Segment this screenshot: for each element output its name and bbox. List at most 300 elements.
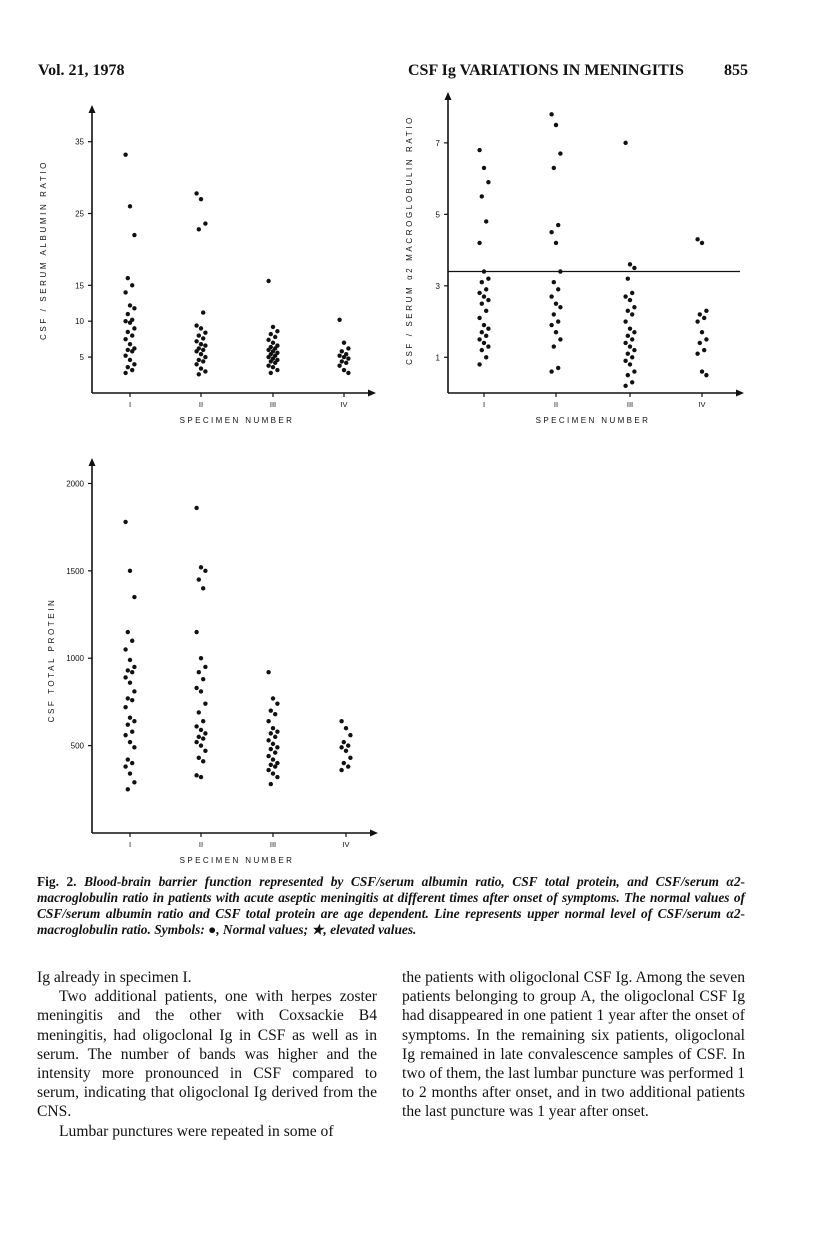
y-tick-label: 2000 bbox=[66, 479, 84, 489]
data-point bbox=[700, 369, 704, 373]
data-point bbox=[128, 715, 132, 719]
data-point bbox=[123, 337, 127, 341]
data-point bbox=[130, 698, 134, 702]
data-point bbox=[486, 326, 490, 330]
data-point bbox=[128, 681, 132, 685]
data-point bbox=[704, 337, 708, 341]
data-point bbox=[340, 359, 344, 363]
data-point bbox=[123, 705, 127, 709]
data-point bbox=[632, 348, 636, 352]
data-point bbox=[197, 670, 201, 674]
data-point bbox=[194, 349, 198, 353]
x-tick-label: I bbox=[128, 400, 132, 409]
data-point bbox=[271, 341, 275, 345]
data-point bbox=[132, 689, 136, 693]
data-point bbox=[130, 761, 134, 765]
data-point bbox=[201, 348, 205, 352]
data-point bbox=[132, 306, 136, 310]
data-point bbox=[128, 569, 132, 573]
data-point bbox=[203, 369, 207, 373]
data-point bbox=[342, 341, 346, 345]
data-point bbox=[273, 750, 277, 754]
data-point bbox=[266, 348, 270, 352]
data-point bbox=[128, 658, 132, 662]
data-point bbox=[130, 283, 134, 287]
data-point bbox=[342, 740, 346, 744]
chart-albumin bbox=[39, 105, 376, 425]
data-point bbox=[346, 764, 350, 768]
data-point bbox=[203, 569, 207, 573]
data-point bbox=[203, 749, 207, 753]
data-point bbox=[201, 310, 205, 314]
data-point bbox=[556, 287, 560, 291]
data-point bbox=[346, 356, 350, 360]
data-point bbox=[698, 312, 702, 316]
data-point bbox=[695, 319, 699, 323]
data-point bbox=[342, 355, 346, 359]
data-point bbox=[552, 280, 556, 284]
data-point bbox=[549, 323, 553, 327]
y-tick-label: 7 bbox=[435, 138, 440, 148]
data-point bbox=[203, 330, 207, 334]
data-point bbox=[554, 241, 558, 245]
data-point bbox=[126, 696, 130, 700]
data-point bbox=[269, 332, 273, 336]
data-point bbox=[558, 337, 562, 341]
data-point bbox=[628, 362, 632, 366]
data-point bbox=[275, 729, 279, 733]
data-point bbox=[132, 362, 136, 366]
data-point bbox=[632, 369, 636, 373]
data-point bbox=[623, 319, 627, 323]
data-point bbox=[199, 565, 203, 569]
data-point bbox=[484, 334, 488, 338]
data-point bbox=[486, 276, 490, 280]
data-point bbox=[126, 365, 130, 369]
paragraph: Ig already in specimen I. bbox=[37, 969, 192, 986]
paragraph: Lumbar punctures were repeated in some of bbox=[59, 1122, 334, 1140]
data-point bbox=[484, 219, 488, 223]
data-point bbox=[271, 325, 275, 329]
x-axis-label: SPECIMEN NUMBER bbox=[535, 416, 651, 425]
data-point bbox=[266, 279, 270, 283]
y-tick-label: 3 bbox=[435, 281, 440, 291]
data-point bbox=[132, 745, 136, 749]
data-point bbox=[480, 348, 484, 352]
data-point bbox=[197, 756, 201, 760]
y-tick-label: 500 bbox=[70, 741, 84, 751]
data-point bbox=[348, 733, 352, 737]
data-point bbox=[556, 319, 560, 323]
data-point bbox=[126, 276, 130, 280]
data-point bbox=[130, 349, 134, 353]
paragraph: Two additional patients, one with herpes zoster meningitis and the other with Coxsackie B4 meningitis, had oligoclonal Ig in CSF as well as in serum. The number of bands was higher and the intensity more pronounced in CSF compared to serum, indicating that oligoclonal Ig derived from the CNS. bbox=[37, 988, 377, 1121]
data-point bbox=[626, 373, 630, 377]
data-point bbox=[266, 338, 270, 342]
y-axis-label: CSF / SERUM α2 MACROGLOBULIN RATIO bbox=[405, 115, 414, 365]
running-header-volume: Vol. 21, 1978 bbox=[38, 62, 125, 79]
data-point bbox=[549, 294, 553, 298]
data-point bbox=[704, 309, 708, 313]
data-point bbox=[197, 372, 201, 376]
data-point bbox=[626, 309, 630, 313]
x-axis-label: SPECIMEN NUMBER bbox=[179, 856, 295, 865]
data-point bbox=[130, 639, 134, 643]
data-point bbox=[702, 316, 706, 320]
data-point bbox=[199, 728, 203, 732]
data-point bbox=[269, 731, 273, 735]
data-point bbox=[199, 326, 203, 330]
data-point bbox=[197, 735, 201, 739]
data-point bbox=[480, 194, 484, 198]
data-point bbox=[197, 358, 201, 362]
data-point bbox=[273, 735, 277, 739]
data-point bbox=[695, 351, 699, 355]
chart-total_protein bbox=[47, 458, 378, 865]
data-point bbox=[194, 506, 198, 510]
data-point bbox=[128, 204, 132, 208]
data-point bbox=[549, 369, 553, 373]
data-point bbox=[123, 152, 127, 156]
data-point bbox=[271, 757, 275, 761]
data-point bbox=[275, 745, 279, 749]
data-point bbox=[346, 743, 350, 747]
data-point bbox=[269, 359, 273, 363]
data-point bbox=[480, 330, 484, 334]
data-point bbox=[549, 112, 553, 116]
data-point bbox=[623, 141, 627, 145]
data-point bbox=[344, 726, 348, 730]
data-point bbox=[628, 344, 632, 348]
data-point bbox=[552, 312, 556, 316]
data-point bbox=[484, 309, 488, 313]
data-point bbox=[126, 757, 130, 761]
data-point bbox=[269, 371, 273, 375]
data-point bbox=[130, 729, 134, 733]
data-point bbox=[702, 348, 706, 352]
data-point bbox=[623, 384, 627, 388]
y-tick-label: 5 bbox=[435, 210, 440, 220]
x-tick-label: IV bbox=[342, 840, 350, 849]
data-point bbox=[194, 724, 198, 728]
data-point bbox=[632, 266, 636, 270]
data-point bbox=[477, 362, 481, 366]
data-point bbox=[123, 319, 127, 323]
data-point bbox=[132, 719, 136, 723]
data-point bbox=[339, 768, 343, 772]
data-point bbox=[552, 344, 556, 348]
data-point bbox=[700, 241, 704, 245]
data-point bbox=[630, 291, 634, 295]
data-point bbox=[194, 323, 198, 327]
data-point bbox=[695, 237, 699, 241]
data-point bbox=[130, 670, 134, 674]
data-point bbox=[554, 330, 558, 334]
data-point bbox=[132, 665, 136, 669]
data-point bbox=[628, 262, 632, 266]
data-point bbox=[199, 342, 203, 346]
x-tick-label: III bbox=[269, 400, 277, 409]
data-point bbox=[194, 339, 198, 343]
y-tick-label: 1 bbox=[435, 353, 440, 363]
data-point bbox=[628, 298, 632, 302]
data-point bbox=[126, 722, 130, 726]
running-header-title: CSF Ig VARIATIONS IN MENINGITIS bbox=[408, 62, 684, 79]
data-point bbox=[266, 738, 270, 742]
data-point bbox=[128, 303, 132, 307]
data-point bbox=[271, 742, 275, 746]
data-point bbox=[266, 670, 270, 674]
data-point bbox=[123, 764, 127, 768]
data-point bbox=[346, 346, 350, 350]
data-point bbox=[623, 359, 627, 363]
data-point bbox=[630, 312, 634, 316]
data-point bbox=[128, 740, 132, 744]
y-tick-label: 10 bbox=[75, 317, 84, 327]
data-point bbox=[126, 348, 130, 352]
x-tick-label: II bbox=[198, 400, 204, 409]
data-point bbox=[271, 726, 275, 730]
data-point bbox=[266, 355, 270, 359]
data-point bbox=[554, 123, 558, 127]
data-point bbox=[201, 677, 205, 681]
data-point bbox=[203, 731, 207, 735]
x-axis-arrow bbox=[736, 390, 744, 397]
data-point bbox=[337, 364, 341, 368]
data-point bbox=[558, 151, 562, 155]
data-point bbox=[126, 330, 130, 334]
data-point bbox=[201, 586, 205, 590]
data-point bbox=[128, 342, 132, 346]
data-point bbox=[269, 763, 273, 767]
data-point bbox=[626, 334, 630, 338]
x-axis-label: SPECIMEN NUMBER bbox=[179, 416, 295, 425]
data-point bbox=[201, 719, 205, 723]
data-point bbox=[266, 364, 270, 368]
data-point bbox=[123, 675, 127, 679]
data-point bbox=[126, 668, 130, 672]
body-column-right bbox=[402, 968, 745, 1122]
data-point bbox=[199, 352, 203, 356]
data-point bbox=[132, 233, 136, 237]
data-point bbox=[197, 333, 201, 337]
data-point bbox=[486, 344, 490, 348]
data-point bbox=[199, 743, 203, 747]
data-point bbox=[337, 318, 341, 322]
x-axis-arrow bbox=[368, 390, 376, 397]
data-point bbox=[194, 686, 198, 690]
data-point bbox=[632, 330, 636, 334]
y-tick-label: 1000 bbox=[66, 654, 84, 664]
data-point bbox=[275, 329, 279, 333]
data-point bbox=[275, 701, 279, 705]
data-point bbox=[700, 330, 704, 334]
data-point bbox=[549, 230, 553, 234]
data-point bbox=[630, 337, 634, 341]
page-number: 855 bbox=[724, 62, 748, 79]
data-point bbox=[194, 740, 198, 744]
data-point bbox=[626, 351, 630, 355]
data-point bbox=[558, 269, 562, 273]
data-point bbox=[201, 336, 205, 340]
x-tick-label: II bbox=[198, 840, 204, 849]
data-point bbox=[203, 665, 207, 669]
data-point bbox=[482, 341, 486, 345]
data-point bbox=[197, 577, 201, 581]
data-point bbox=[477, 148, 481, 152]
y-tick-label: 1500 bbox=[66, 566, 84, 576]
data-point bbox=[271, 365, 275, 369]
data-point bbox=[132, 595, 136, 599]
chart-macroglobulin bbox=[405, 92, 744, 425]
paragraph: the patients with oligoclonal CSF Ig. Among the seven patients belonging to group A, the oligoclonal CSF Ig had disappeared in one patient 1 year after the onset of symptoms. In the remaining six patients, oligoclonal Ig remained in late convalescence samples of CSF. In two of them, the last lumbar puncture was performed 1 to 2 months after onset, and in two additional patients the last puncture was 1 year after onset. bbox=[402, 969, 745, 1121]
y-axis-arrow bbox=[89, 105, 96, 113]
data-point bbox=[630, 355, 634, 359]
data-point bbox=[704, 373, 708, 377]
data-point bbox=[486, 180, 490, 184]
data-point bbox=[626, 276, 630, 280]
data-point bbox=[556, 366, 560, 370]
data-point bbox=[477, 337, 481, 341]
data-point bbox=[197, 227, 201, 231]
data-point bbox=[194, 362, 198, 366]
data-point bbox=[132, 780, 136, 784]
x-tick-label: I bbox=[482, 400, 486, 409]
figure-label: Fig. 2. bbox=[37, 874, 77, 889]
data-point bbox=[477, 241, 481, 245]
data-point bbox=[269, 708, 273, 712]
data-point bbox=[552, 166, 556, 170]
data-point bbox=[273, 764, 277, 768]
data-point bbox=[266, 754, 270, 758]
data-point bbox=[273, 361, 277, 365]
data-point bbox=[123, 733, 127, 737]
body-column-left bbox=[37, 968, 377, 1141]
data-point bbox=[698, 341, 702, 345]
data-point bbox=[484, 355, 488, 359]
data-point bbox=[632, 305, 636, 309]
data-point bbox=[480, 280, 484, 284]
data-point bbox=[194, 773, 198, 777]
data-point bbox=[128, 358, 132, 362]
data-point bbox=[342, 368, 346, 372]
data-point bbox=[123, 520, 127, 524]
y-tick-label: 35 bbox=[75, 137, 84, 147]
data-point bbox=[339, 719, 343, 723]
data-point bbox=[203, 343, 207, 347]
data-point bbox=[130, 368, 134, 372]
data-point bbox=[199, 197, 203, 201]
data-point bbox=[128, 320, 132, 324]
data-point bbox=[342, 761, 346, 765]
data-point bbox=[554, 301, 558, 305]
data-point bbox=[132, 326, 136, 330]
data-point bbox=[123, 353, 127, 357]
data-point bbox=[201, 359, 205, 363]
data-point bbox=[344, 361, 348, 365]
y-tick-label: 15 bbox=[75, 281, 84, 291]
data-point bbox=[197, 710, 201, 714]
data-point bbox=[266, 719, 270, 723]
data-point bbox=[271, 771, 275, 775]
data-point bbox=[199, 656, 203, 660]
data-point bbox=[269, 782, 273, 786]
y-tick-label: 5 bbox=[79, 353, 84, 363]
x-tick-label: II bbox=[553, 400, 559, 409]
data-point bbox=[482, 269, 486, 273]
data-point bbox=[128, 771, 132, 775]
figure-caption bbox=[37, 874, 745, 938]
data-point bbox=[203, 221, 207, 225]
y-tick-label: 25 bbox=[75, 209, 84, 219]
data-point bbox=[480, 301, 484, 305]
data-point bbox=[482, 294, 486, 298]
data-point bbox=[623, 294, 627, 298]
x-axis-arrow bbox=[370, 830, 378, 837]
data-point bbox=[201, 736, 205, 740]
data-point bbox=[558, 305, 562, 309]
data-point bbox=[123, 647, 127, 651]
figure-caption-text: Blood-brain barrier function represented by CSF/serum albumin ratio, CSF total protein, and CSF/serum α2-macroglobulin ratio in patients with acute aseptic meningitis at different times after onset of symptoms. The normal values of CSF/serum albumin ratio and CSF total protein are age dependent. Line represents upper normal level of CSF/serum α2-macroglobulin ratio. Symbols: ●, Normal values; ★, elevated values. bbox=[37, 874, 745, 937]
x-tick-label: III bbox=[626, 400, 634, 409]
data-point bbox=[194, 191, 198, 195]
data-point bbox=[484, 287, 488, 291]
data-point bbox=[203, 355, 207, 359]
x-tick-label: IV bbox=[340, 400, 348, 409]
data-point bbox=[199, 775, 203, 779]
y-axis-label: CSF / SERUM ALBUMIN RATIO bbox=[39, 160, 48, 340]
data-point bbox=[203, 701, 207, 705]
data-point bbox=[556, 223, 560, 227]
data-point bbox=[266, 768, 270, 772]
data-point bbox=[275, 775, 279, 779]
data-point bbox=[126, 630, 130, 634]
data-point bbox=[623, 341, 627, 345]
data-point bbox=[199, 689, 203, 693]
data-point bbox=[130, 333, 134, 337]
data-point bbox=[340, 349, 344, 353]
data-point bbox=[482, 323, 486, 327]
data-point bbox=[482, 166, 486, 170]
data-point bbox=[126, 312, 130, 316]
data-point bbox=[337, 353, 341, 357]
y-axis-arrow bbox=[89, 458, 96, 466]
data-point bbox=[477, 291, 481, 295]
data-point bbox=[123, 290, 127, 294]
x-tick-label: IV bbox=[698, 400, 706, 409]
data-point bbox=[269, 747, 273, 751]
y-axis-arrow bbox=[445, 92, 452, 100]
data-point bbox=[271, 696, 275, 700]
data-point bbox=[628, 326, 632, 330]
data-point bbox=[199, 366, 203, 370]
data-point bbox=[194, 630, 198, 634]
data-point bbox=[123, 371, 127, 375]
x-tick-label: III bbox=[269, 840, 277, 849]
data-point bbox=[348, 756, 352, 760]
data-point bbox=[126, 787, 130, 791]
data-point bbox=[201, 759, 205, 763]
data-point bbox=[346, 371, 350, 375]
data-point bbox=[630, 380, 634, 384]
data-point bbox=[486, 298, 490, 302]
data-point bbox=[273, 712, 277, 716]
data-point bbox=[344, 749, 348, 753]
data-point bbox=[275, 368, 279, 372]
data-point bbox=[273, 335, 277, 339]
x-tick-label: I bbox=[128, 840, 132, 849]
data-point bbox=[339, 745, 343, 749]
